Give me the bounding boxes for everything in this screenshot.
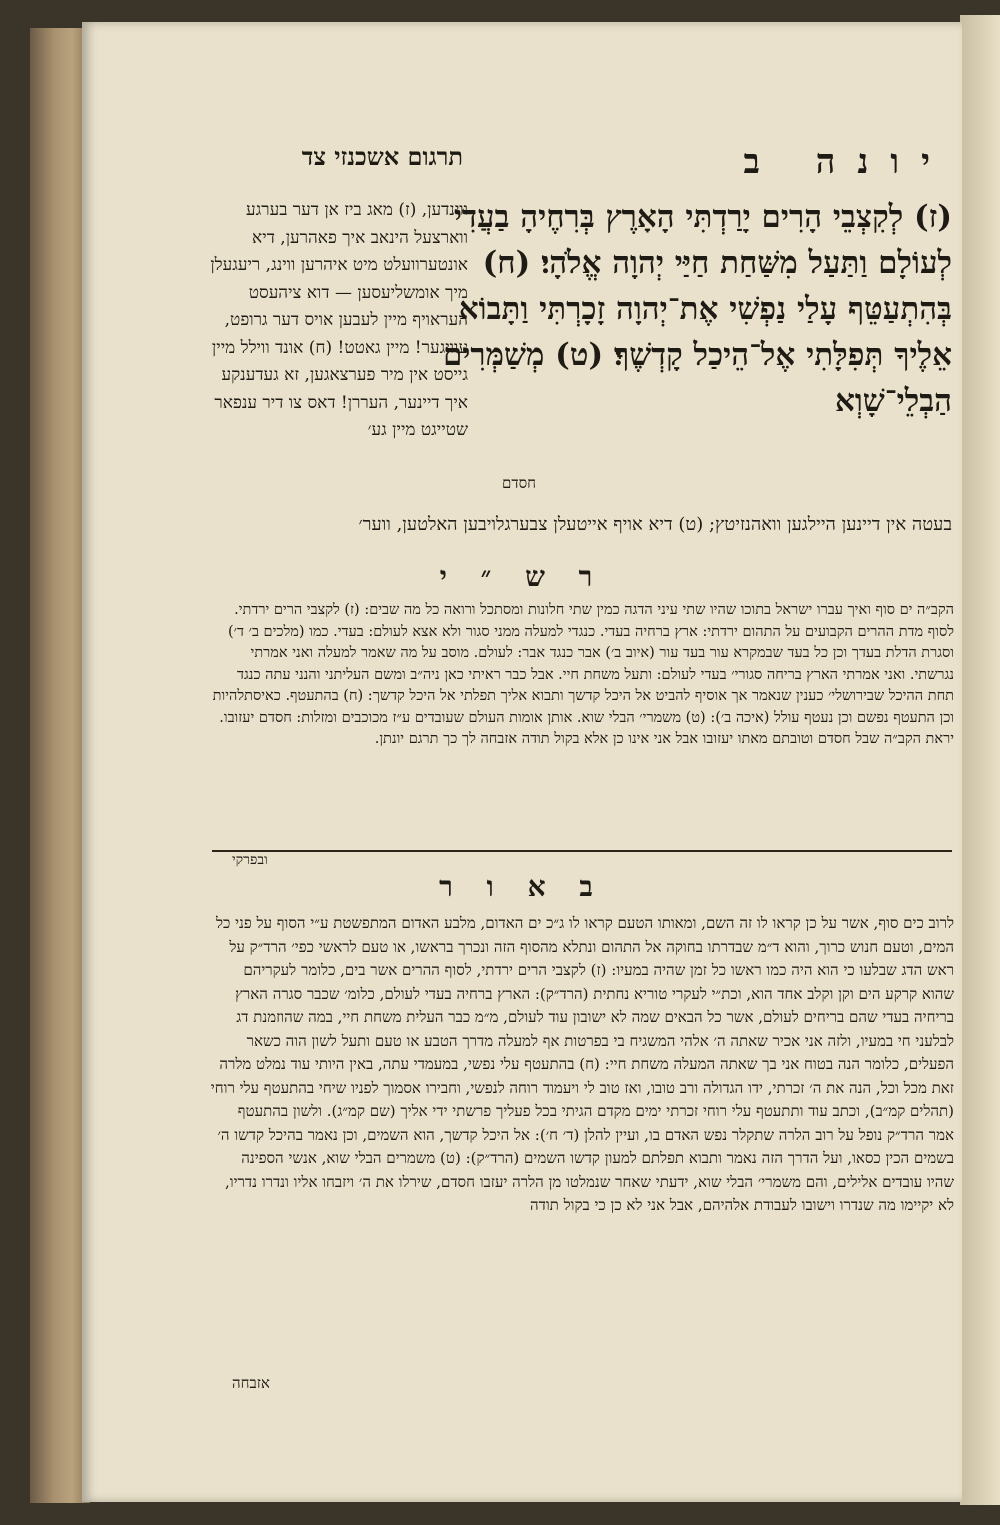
rashi-commentary: הקב״ה ים סוף ואיך עברו ישראל בתוכו שהיו שתי עיני הדגה כמין שתי חלונות ומסתכל ורואה כל מה שבים: (ז) לקצבי הרים ירדתי. לסוף מדת ההרים הקבועים על התהום ירדתי: ארץ ברחיה בעדי. כנגדי למעלה ממני סגור ולא אצא לעולם: בעדי. כמו (מלכים ב׳ ד׳) וסגרת הדלת בעדך וכן כל בעד שבמקרא עור בעד עור (איוב ב׳) אבר כנגד אבר: לעולם. מוסב על מה שאמר למעלה ואני אמרתי נגרשתי. ואני אמרתי הארץ בריחה סגורי׳ בעדי לעולם: ותעל משחת חיי. אבל כבר ראיתי כאן ניה״ב ומשם העליתני והנני עתה כנגד תחת ההיכל שבירושלי׳ כענין שנאמר אך אוסיף להביט אל היכל קדשך ותבוא אליך תפלתי אל היכל קדשך: (ח) בהתעטף. כאיסתלהיות וכן התעטף נפשם וכן נעטף עולל (איכה ב׳): (ט) משמרי׳ הבלי שוא. אותן אומות העולם שעובדים ע״ז מכוכבים ומזלות: חסדם יעזובו. יראת הקב״ה שבל חסדם וטובתם מאתו יעזובו אבל אני אינו כן אלא בקול תודה אזבחה לך כך תרגם יונתן. xyxy=(212,602,954,747)
beur-catchword: אזבחה xyxy=(232,1374,270,1392)
yiddish-translation-continuation: בעטה אין דיינען היילגען וואהנזיטץ; (ט) דיא אויף אייטעלן צבערגלויבען האלטען, ווער׳ xyxy=(358,514,952,535)
facing-page-edge xyxy=(960,15,1000,1505)
beur-commentary: לרוב כים סוף, אשר על כן קראו לו זה השם, ומאותו הטעם קראו לו ג״כ ים האדום, מלבע האדום המתפשטת ע״י הסוף על פני כל המים, וטעם חנוש כרוך, והוא ד״מ שבדרתו בחוקה אל התהום ונתלא מהסוף הזה ונכרך בראשו, או טעם לראשי כפי׳ הרד״ק על ראש הדג שבלעו כי הוא היה כמו ראשו כל זמן שהיה במעיו: (ז) לקצבי הרים ירדתי, לסוף ההרים אשר בים, כלומר לעקריהם שהוא קרקע הים וקן וקלב אחד הוא, וכת״י לעקרי טוריא נחתית (הרד״ק): הארץ ברחיה בעדי לעולם, כלומ׳ שכבר סגרה הארץ בריחיה בעדי שהם בריחים לעולם, אשר כל הבאים שמה לא ישובון עוד לעולם, מ״מ כבר העלית משחת חיי, במה שהוזמנת דג לבלעני חי במעיו, ולזה אני אכיר שאתה ה׳ אלהי המשגיח בי בפרטות אף למעלה מדרך הטבע או טעם ותעל לשון הוה כשאר הפעלים, כלומר הנה בטוח אני בך שאתה המעלה משחת חיי: (ח) בהתעטף עלי נפשי, במעמדי עתה, באין היותי עוד נמלט מלרה זאת מכל וכל, הנה את ה׳ זכרתי, ידו הגדולה ורב טובו, ואז טוב לי ויעמוד רוחה לנפשי, וחבירו אסמוך לפניו שיחי בהתעטף עלי רוחי (תהלים קמ״ב), וכתב עוד ותתעטף עלי רוחי זכרתי ימים מקדם הגיתי בכל פעליך פרשתי ידי אליך (שם קמ״ג). ולשון בהתעטף אמר הרד״ק נופל על רוב הלרה שתקלר נפש האדם בו, ועיין להלן (ד׳ ח׳): אל היכל קדשך, הוא השמים, וכן נאמר בהיכל קדשו ה׳ בשמים הכין כסאו, ועל הדרך הזה נאמר ותבוא תפלתם למעון קדשו השמים (הרד״ק): (ט) משמרים הבלי שוא, אנשי הספינה שהיו עובדים אלילים, והם משמרי׳ הבלי שוא, ידעתי שאחר שנמלטו מן הלרה יעזבו חסדם, שירלו את ה׳ ויזבחו אליו ונדרו נדריו, לא יקיימו מה שנדרו וישובו לעבודת אלהיהם, אבל אני לא כן כי בקול תודה xyxy=(210,914,954,1214)
yiddish-translation-column: ווינדען, (ז) מאג ביז אן דער בערגע ווארצעל הינאב איך פאהרען, דיא אונטערוועלט מיט איהרען ווינג, ריעגעלן מיך אומשליעסען — דוא ציהעסט העראויף מיין לעבען אויס דער גרופט, עוויגער! מיין גאטט! (ח) אונד ווילל מיין גייסט אין מיר פערצאגען, זא געדענקע איך דיינער, העררן! דאס צו דיר ענפאר שטייגט מיין גע׳ xyxy=(210,200,468,440)
section-divider xyxy=(212,850,952,852)
rashi-catchword: ובפרקי xyxy=(232,852,268,868)
rashi-section-title: ר ש ״ י xyxy=(439,560,605,593)
hebrew-verse-text: (ז) לְקִצְבֵי הָרִים יָרַדְתִּי הָאָרֶץ בְּרִחֶיהָ בַעֲדִי לְעוֹלָם וַתַּעַל מִשַּׁחַת חַיַּי יְהוָה אֱלֹהָי׃ (ח) בְּהִתְעַטֵּף עָלַי נַפְשִׁי אֶת־יְהוָה זָכָרְתִּי וַתָּבוֹא אֵלֶיךָ תְּפִלָּתִי אֶל־הֵיכַל קָדְשֶׁךָ׃ (ט) מְשַׁמְּרִים הַבְלֵי־שָׁוְא xyxy=(442,199,952,419)
catchword-verse: חסדם xyxy=(502,474,536,492)
book-fore-edge xyxy=(30,28,90,1503)
book-page xyxy=(82,22,962,1502)
translation-heading: תרגום אשכנזי צד xyxy=(301,142,463,171)
book-chapter-heading: יונה ב xyxy=(743,142,952,182)
beur-section-title: ב א ו ר xyxy=(439,870,605,903)
